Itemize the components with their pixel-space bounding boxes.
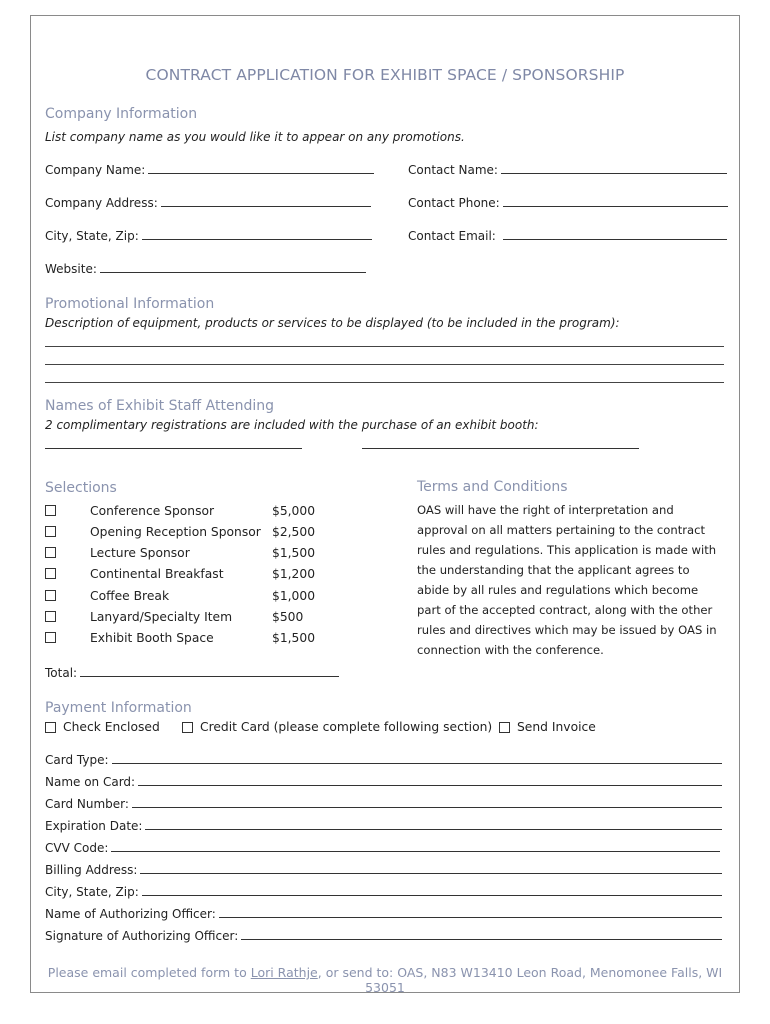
officer-signature-line[interactable]	[241, 938, 722, 940]
selection-name: Lanyard/Specialty Item	[90, 610, 233, 624]
contact-phone-label: Contact Phone:	[408, 196, 500, 210]
contact-phone-field[interactable]	[408, 196, 728, 210]
send-invoice-option[interactable]	[499, 720, 596, 734]
name-on-card-label: Name on Card:	[45, 775, 136, 789]
selection-checkbox[interactable]	[45, 568, 56, 579]
card-type-field[interactable]	[45, 753, 722, 767]
terms-text: OAS will have the right of interpretation and approval on all matters pertaining to the contract rules and regulations. This application is made with the understanding that the applicant agrees to abide by all rules and regulations which become part of the accepted contract, along with the other rules and directives which may be issued by OAS in connection with the conference.	[417, 503, 717, 657]
form-title: CONTRACT APPLICATION FOR EXHIBIT SPACE / SPONSORSHIP	[145, 66, 625, 84]
website-label: Website:	[45, 262, 97, 276]
officer-name-label: Name of Authorizing Officer:	[45, 907, 216, 921]
name-on-card-field[interactable]	[45, 775, 722, 789]
selection-name: Coffee Break	[90, 589, 170, 603]
company-address-label: Company Address:	[45, 196, 158, 210]
contact-phone-line[interactable]	[503, 205, 728, 207]
total-label: Total:	[45, 666, 78, 680]
selection-price: $500	[272, 610, 304, 624]
cvv-field[interactable]	[45, 841, 720, 855]
selection-checkbox[interactable]	[45, 526, 56, 537]
company-name-line[interactable]	[148, 172, 374, 174]
card-number-field[interactable]	[45, 797, 722, 811]
contact-email-line[interactable]	[503, 238, 727, 240]
selection-checkbox[interactable]	[45, 505, 56, 516]
contact-name-label: Contact Name:	[408, 163, 498, 177]
expiration-label: Expiration Date:	[45, 819, 143, 833]
check-enclosed-option[interactable]	[45, 720, 160, 734]
company-city-field[interactable]	[45, 229, 372, 243]
email-link[interactable]: Lori Rathje	[250, 965, 318, 980]
website-line[interactable]	[100, 271, 366, 273]
footer-suffix: , or send to: OAS, N83 W13410 Leon Road, Menomonee Falls, WI 53051	[317, 965, 723, 995]
selection-item[interactable]	[45, 631, 375, 647]
selection-name: Conference Sponsor	[90, 504, 215, 518]
credit-card-option[interactable]	[182, 720, 492, 734]
expiration-field[interactable]	[45, 819, 722, 833]
footer-note	[30, 965, 740, 995]
promo-line-2[interactable]	[45, 364, 724, 365]
card-type-label: Card Type:	[45, 753, 109, 767]
company-name-field[interactable]	[45, 163, 374, 177]
selection-checkbox[interactable]	[45, 547, 56, 558]
contact-name-line[interactable]	[501, 172, 727, 174]
terms-heading: Terms and Conditions	[417, 479, 568, 495]
promo-line-1[interactable]	[45, 346, 724, 347]
send-invoice-label: Send Invoice	[517, 720, 596, 734]
selection-price: $1,500	[272, 631, 316, 645]
card-number-label: Card Number:	[45, 797, 129, 811]
selection-price: $1,500	[272, 546, 316, 560]
selection-item[interactable]	[45, 504, 375, 520]
total-field[interactable]	[45, 666, 339, 680]
selection-item[interactable]	[45, 525, 375, 541]
billing-address-line[interactable]	[140, 872, 722, 874]
company-name-label: Company Name:	[45, 163, 146, 177]
selection-checkbox[interactable]	[45, 611, 56, 622]
selection-name: Lecture Sponsor	[90, 546, 190, 560]
staff-name-line-2[interactable]	[362, 448, 639, 449]
selection-item[interactable]	[45, 610, 375, 626]
card-type-line[interactable]	[112, 762, 723, 764]
selection-price: $1,000	[272, 589, 316, 603]
staff-heading: Names of Exhibit Staff Attending	[45, 398, 274, 414]
website-field[interactable]	[45, 262, 366, 276]
send-invoice-checkbox[interactable]	[499, 722, 510, 733]
billing-address-label: Billing Address:	[45, 863, 138, 877]
contact-name-field[interactable]	[408, 163, 727, 177]
company-info-note: List company name as you would like it to appear on any promotions.	[45, 130, 465, 144]
check-enclosed-label: Check Enclosed	[63, 720, 160, 734]
selection-name: Continental Breakfast	[90, 567, 224, 581]
selections-heading: Selections	[45, 480, 117, 496]
officer-signature-label: Signature of Authorizing Officer:	[45, 929, 239, 943]
selection-price: $5,000	[272, 504, 316, 518]
billing-city-line[interactable]	[142, 894, 722, 896]
officer-name-line[interactable]	[219, 916, 722, 918]
selection-item[interactable]	[45, 589, 375, 605]
credit-card-label: Credit Card (please complete following section)	[200, 720, 493, 734]
contact-email-label: Contact Email:	[408, 229, 496, 243]
payment-heading: Payment Information	[45, 700, 192, 716]
company-city-label: City, State, Zip:	[45, 229, 139, 243]
selection-item[interactable]	[45, 567, 375, 583]
staff-note: 2 complimentary registrations are included with the purchase of an exhibit booth:	[45, 418, 539, 432]
selection-name: Opening Reception Sponsor	[90, 525, 261, 539]
card-number-line[interactable]	[132, 806, 722, 808]
staff-name-line-1[interactable]	[45, 448, 302, 449]
promotional-info-heading: Promotional Information	[45, 296, 215, 312]
name-on-card-line[interactable]	[138, 784, 722, 786]
selection-checkbox[interactable]	[45, 590, 56, 601]
selection-name: Exhibit Booth Space	[90, 631, 214, 645]
total-line[interactable]	[80, 675, 339, 677]
company-address-line[interactable]	[161, 205, 371, 207]
promotional-info-note: Description of equipment, products or services to be displayed (to be included in the program):	[45, 316, 620, 330]
cvv-label: CVV Code:	[45, 841, 109, 855]
expiration-line[interactable]	[145, 828, 722, 830]
credit-card-checkbox[interactable]	[182, 722, 193, 733]
billing-city-label: City, State, Zip:	[45, 885, 139, 899]
selection-item[interactable]	[45, 546, 375, 562]
promo-line-3[interactable]	[45, 382, 724, 383]
selection-checkbox[interactable]	[45, 632, 56, 643]
selection-price: $1,200	[272, 567, 316, 581]
company-info-heading: Company Information	[45, 106, 198, 122]
contact-email-field[interactable]	[408, 229, 727, 243]
cvv-line[interactable]	[111, 850, 720, 852]
check-enclosed-checkbox[interactable]	[45, 722, 56, 733]
officer-signature-field[interactable]	[45, 929, 722, 943]
officer-name-field[interactable]	[45, 907, 722, 921]
billing-city-field[interactable]	[45, 885, 722, 899]
company-city-line[interactable]	[142, 238, 372, 240]
company-address-field[interactable]	[45, 196, 371, 210]
billing-address-field[interactable]	[45, 863, 722, 877]
footer-prefix: Please email completed form to	[47, 965, 251, 980]
selection-price: $2,500	[272, 525, 316, 539]
